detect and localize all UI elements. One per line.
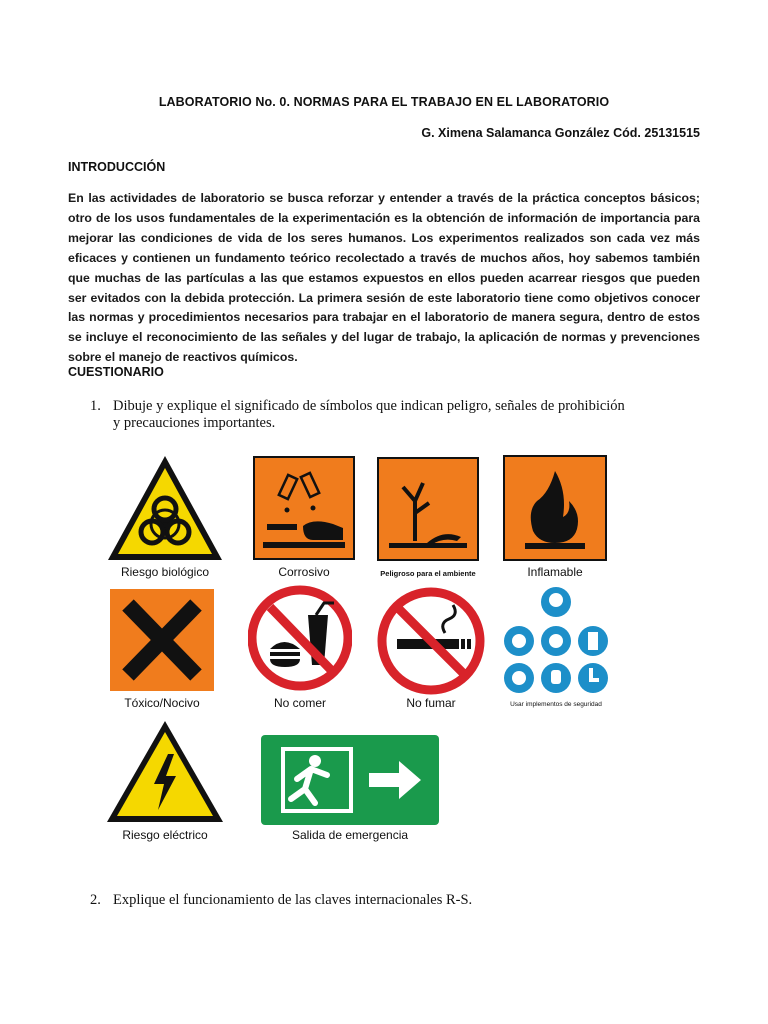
harmful-x-icon <box>110 589 214 691</box>
document-title: LABORATORIO No. 0. NORMAS PARA EL TRABAJO EN EL LABORATORIO <box>158 95 610 109</box>
sign-caption: Riesgo eléctrico <box>122 828 208 842</box>
no-smoking-icon <box>377 587 485 695</box>
question-text: Explique el funcionamiento de las claves internacionales R-S. <box>113 892 473 908</box>
environment-hazard-icon <box>377 457 479 561</box>
corrosive-icon <box>253 456 355 560</box>
electric-hazard-icon <box>104 718 226 826</box>
question-1 <box>90 398 633 432</box>
no-eating-icon <box>248 585 352 691</box>
sign-caption: Tóxico/Nocivo <box>124 696 200 710</box>
sign-caption: Usar implementos de seguridad <box>510 701 602 708</box>
flame-icon <box>503 455 607 561</box>
safety-equipment-icon <box>501 586 611 698</box>
sign-caption: Corrosivo <box>278 565 330 579</box>
sign-caption: Peligroso para el ambiente <box>380 569 476 578</box>
sign-caption: Salida de emergencia <box>291 828 409 842</box>
question-2 <box>90 892 633 909</box>
intro-heading: INTRODUCCIÓN <box>68 160 166 174</box>
biohazard-icon <box>104 452 226 564</box>
sign-caption: No comer <box>273 696 326 710</box>
intro-paragraph: En las actividades de laboratorio se busca reforzar y entender a través de la práctica conceptos básicos; otro de los usos fundamentales de la experimentación es la obtención de información de importancia para mejorar las condiciones de vida de los seres humanos. Los experimentos realizados son cada vez más eficaces y contienen un fundamento teórico recolectado a través de muchos años, hoy sabemos también que muchas de las partículas a las que estamos expuestos en ellos pueden acarrear riesgos que pueden ser evitados con la debida protección. La primera sesión de este laboratorio tiene como objetivos conocer las normas y procedimientos necesarios para trabajar en el laboratorio de manera segura, dentro de estos se incluye el reconocimiento de las señales y del lugar de trabajo, la aplicación de normas y prevenciones sobre el manejo de reactivos químicos. <box>68 191 700 365</box>
emergency-exit-icon <box>261 735 439 825</box>
sign-caption: Riesgo biológico <box>120 565 210 579</box>
questionnaire-heading: CUESTIONARIO <box>68 365 164 379</box>
question-number: 2. <box>90 892 101 908</box>
question-number: 1. <box>90 398 101 414</box>
sign-caption: No fumar <box>406 696 456 710</box>
question-text: Dibuje y explique el significado de símbolos que indican peligro, señales de prohibición y precauciones importantes. <box>113 398 625 431</box>
sign-caption: Inflamable <box>527 565 583 579</box>
author-line: G. Ximena Salamanca González Cód. 25131515 <box>421 126 700 140</box>
